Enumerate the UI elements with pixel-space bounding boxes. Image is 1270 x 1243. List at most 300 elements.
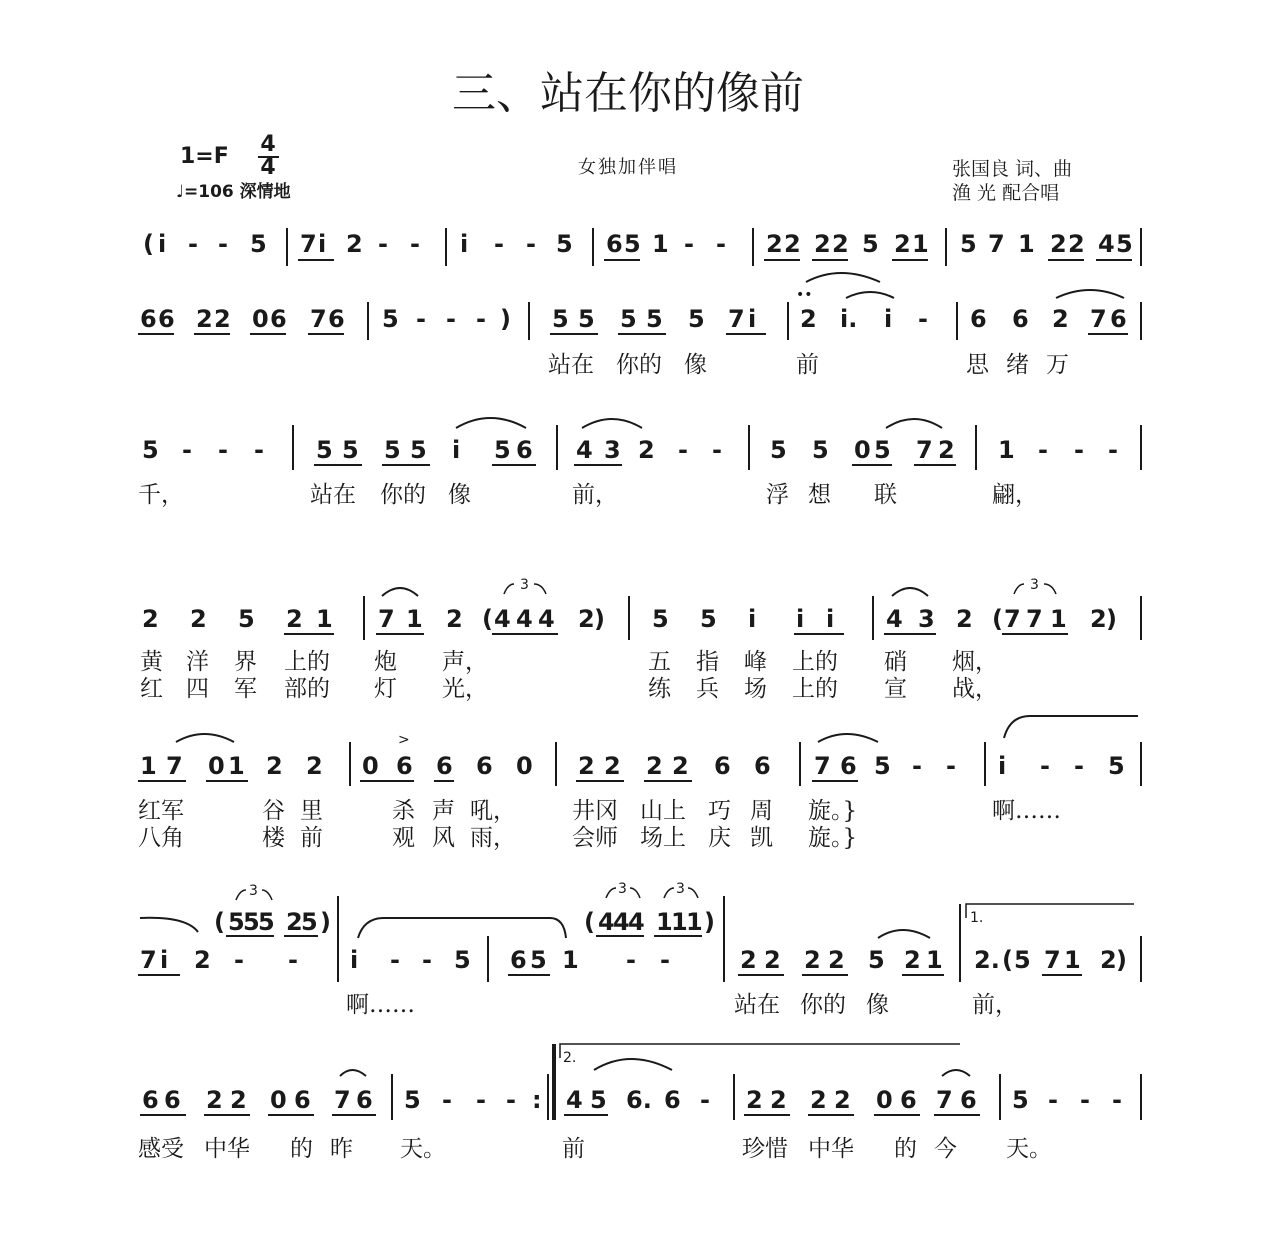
lyric: 千， bbox=[138, 482, 184, 508]
lyric: 前， bbox=[972, 992, 1018, 1018]
note-dash: - bbox=[684, 230, 694, 258]
triplet-bracket bbox=[630, 888, 640, 898]
paren: ( bbox=[1002, 946, 1013, 974]
note-dash: - bbox=[1080, 1086, 1090, 1114]
lyric: 啊…… bbox=[346, 992, 415, 1018]
note-dash: - bbox=[506, 1086, 516, 1114]
note-dash: - bbox=[288, 946, 298, 974]
note: 7 bbox=[988, 230, 1005, 258]
note: 7 bbox=[310, 305, 327, 333]
paren: ( bbox=[143, 230, 154, 258]
paren: ( bbox=[584, 908, 595, 936]
note: 1 bbox=[562, 946, 579, 974]
note: 5 bbox=[652, 605, 669, 633]
note-dash: - bbox=[234, 946, 244, 974]
score-row-2 bbox=[138, 273, 1141, 378]
note-dash: - bbox=[700, 1086, 710, 1114]
note: 5 bbox=[1108, 752, 1125, 780]
note: 2 bbox=[286, 605, 303, 633]
note: 0 bbox=[270, 1086, 287, 1114]
note-dash: - bbox=[918, 305, 928, 333]
lyric: 中华 bbox=[808, 1136, 854, 1162]
lyric: 绪 bbox=[1006, 352, 1029, 378]
key-signature: 1=F bbox=[180, 144, 229, 169]
note: 2 bbox=[834, 1086, 851, 1114]
note: 5 bbox=[342, 436, 359, 464]
lyric: 周 bbox=[750, 798, 773, 824]
note: 5 bbox=[770, 436, 787, 464]
lyric: 翩， bbox=[992, 482, 1038, 508]
note: 7 bbox=[334, 1086, 351, 1114]
note: i bbox=[158, 230, 167, 258]
tie-line bbox=[1004, 716, 1138, 738]
note-dash: - bbox=[1074, 752, 1084, 780]
lyric: 旋。} bbox=[808, 825, 858, 851]
note: 5 bbox=[384, 436, 401, 464]
lyric: 的 bbox=[894, 1136, 917, 1162]
lyric: 前 bbox=[562, 1136, 585, 1162]
lyric: 里 bbox=[300, 798, 323, 824]
note: 5 bbox=[404, 1086, 421, 1114]
note: 6. bbox=[626, 1086, 652, 1114]
lyric: 声， bbox=[442, 649, 488, 675]
lyric: 光， bbox=[442, 676, 488, 702]
note: 5 bbox=[960, 230, 977, 258]
note-dash: - bbox=[416, 305, 426, 333]
slur bbox=[878, 930, 930, 938]
note: 2 bbox=[956, 605, 973, 633]
lyric: 宣 bbox=[884, 676, 907, 702]
note: 5 bbox=[556, 230, 573, 258]
note: 0 bbox=[252, 305, 269, 333]
lyric: 峰 bbox=[744, 649, 767, 675]
note: 6 bbox=[164, 1086, 181, 1114]
lyric: 你的 bbox=[800, 992, 846, 1018]
triplet-bracket bbox=[1044, 584, 1056, 594]
note: 3 bbox=[604, 436, 621, 464]
lyric: 旋。} bbox=[808, 798, 858, 824]
note: 2 bbox=[578, 605, 595, 633]
volta-bracket bbox=[966, 904, 1134, 918]
lyric: 的 bbox=[290, 1136, 313, 1162]
time-signature-bottom: 4 bbox=[260, 155, 276, 180]
song-title: 三、站在你的像前 bbox=[452, 68, 804, 119]
note: 5 bbox=[590, 1086, 607, 1114]
lyric: 烟， bbox=[952, 649, 998, 675]
score-row-4 bbox=[140, 577, 1141, 702]
note: 2 bbox=[904, 946, 921, 974]
note: 2 bbox=[740, 946, 757, 974]
paren: ) bbox=[704, 908, 715, 936]
performance-note: 女独加伴唱 bbox=[578, 157, 678, 178]
slur bbox=[942, 1070, 970, 1076]
slur bbox=[818, 734, 878, 742]
paren: ( bbox=[214, 908, 225, 936]
tempo-marking: ♩=106 深情地 bbox=[176, 182, 291, 202]
note: 5 bbox=[1014, 946, 1031, 974]
note-dash: - bbox=[716, 230, 726, 258]
triplet-number: 3 bbox=[520, 577, 529, 593]
note: i bbox=[748, 605, 757, 633]
note: 1 bbox=[926, 946, 943, 974]
lyric: 声 bbox=[432, 798, 455, 824]
triplet-bracket bbox=[534, 584, 546, 594]
note: 2 bbox=[800, 305, 817, 333]
note-dash: - bbox=[422, 946, 432, 974]
note: 5 bbox=[301, 908, 318, 936]
volta-label: 2. bbox=[563, 1050, 577, 1066]
note: i bbox=[318, 230, 327, 258]
tie-line bbox=[140, 918, 198, 932]
lyric: 站在 bbox=[310, 482, 356, 508]
note: 6 bbox=[664, 1086, 681, 1114]
note: 2 bbox=[770, 1086, 787, 1114]
note: 2 bbox=[286, 908, 303, 936]
note-dash: - bbox=[626, 946, 636, 974]
lyric: 会师 bbox=[572, 825, 618, 851]
lyric: 红军 bbox=[138, 798, 184, 824]
note-dash: - bbox=[912, 752, 922, 780]
lyric: 红 bbox=[140, 676, 163, 702]
note: 2 bbox=[646, 752, 663, 780]
lyric: 井冈 bbox=[572, 798, 618, 824]
paren: ) bbox=[500, 305, 511, 333]
note: 5 bbox=[228, 908, 245, 936]
lyric: 军 bbox=[234, 676, 257, 702]
slur bbox=[594, 1059, 672, 1070]
note: 5 bbox=[142, 436, 159, 464]
note: 2 bbox=[306, 752, 323, 780]
volta-bracket bbox=[560, 1044, 960, 1058]
note: 2 bbox=[746, 1086, 763, 1114]
paren: ( bbox=[482, 605, 493, 633]
note: 5 bbox=[552, 305, 569, 333]
note: 2 bbox=[810, 1086, 827, 1114]
note: 2 bbox=[346, 230, 363, 258]
note: 2 bbox=[196, 305, 213, 333]
lyric: 上的 bbox=[792, 676, 838, 702]
note: i bbox=[748, 305, 757, 333]
lyric: 想 bbox=[808, 482, 831, 508]
note: 5 bbox=[1012, 1086, 1029, 1114]
lyric: 今 bbox=[934, 1136, 957, 1162]
accent-mark: > bbox=[398, 732, 410, 748]
note: 0 bbox=[854, 436, 871, 464]
note: 5 bbox=[812, 436, 829, 464]
note-dash: - bbox=[390, 946, 400, 974]
triplet-bracket bbox=[1014, 584, 1024, 594]
volta-label: 1. bbox=[970, 910, 984, 926]
lyric: 庆 bbox=[708, 825, 731, 851]
lyric: 四 bbox=[186, 676, 209, 702]
note-dash: - bbox=[188, 230, 198, 258]
note: 2 bbox=[1100, 946, 1117, 974]
note-dash: - bbox=[476, 305, 486, 333]
note: 4 bbox=[886, 605, 903, 633]
note: 5 bbox=[620, 305, 637, 333]
note: 1 bbox=[316, 605, 333, 633]
paren: ) bbox=[1106, 605, 1117, 633]
note: 0 bbox=[876, 1086, 893, 1114]
lyric: 前 bbox=[796, 352, 819, 378]
note: 6 bbox=[140, 305, 157, 333]
note: 5 bbox=[688, 305, 705, 333]
note: 1 bbox=[228, 752, 245, 780]
note: 2 bbox=[194, 946, 211, 974]
lyric: 黄 bbox=[140, 649, 163, 675]
credit-chorus: 渔 光 配合唱 bbox=[952, 182, 1060, 204]
paren: ( bbox=[992, 605, 1003, 633]
note: 2 bbox=[938, 436, 955, 464]
slur bbox=[806, 273, 880, 282]
lyric: 昨 bbox=[330, 1136, 353, 1162]
note: 2 bbox=[214, 305, 231, 333]
note: 7 bbox=[378, 605, 395, 633]
note: 4 bbox=[1098, 230, 1115, 258]
lyric: 吼， bbox=[470, 798, 516, 824]
lyric: 感受 bbox=[138, 1136, 184, 1162]
score-row-3 bbox=[138, 418, 1141, 508]
note: 2 bbox=[190, 605, 207, 633]
note: 5 bbox=[1116, 230, 1133, 258]
note: 2 bbox=[814, 230, 831, 258]
lyric: 中华 bbox=[204, 1136, 250, 1162]
note: 5 bbox=[238, 605, 255, 633]
note: 6 bbox=[970, 305, 987, 333]
note: 6 bbox=[436, 752, 453, 780]
score-row-1 bbox=[143, 228, 1141, 266]
lyric: 五 bbox=[648, 649, 671, 675]
note: 1 bbox=[406, 605, 423, 633]
triplet-bracket bbox=[504, 584, 514, 594]
note: 2 bbox=[1090, 605, 1107, 633]
note: 7 bbox=[1026, 605, 1043, 633]
note: 1 bbox=[912, 230, 929, 258]
note: 2 bbox=[638, 436, 655, 464]
note: 2 bbox=[604, 752, 621, 780]
lyric: 站在 bbox=[548, 352, 594, 378]
note: 2 bbox=[832, 230, 849, 258]
note: 2 bbox=[766, 230, 783, 258]
triplet-bracket bbox=[262, 890, 272, 900]
note: 6 bbox=[328, 305, 345, 333]
note: 2 bbox=[764, 946, 781, 974]
note: 1 bbox=[652, 230, 669, 258]
note: 7 bbox=[1090, 305, 1107, 333]
lyric: 硝 bbox=[884, 649, 907, 675]
note: 2 bbox=[672, 752, 689, 780]
note: 0 bbox=[362, 752, 379, 780]
note: 2 bbox=[446, 605, 463, 633]
credit-lyricist-composer: 张国良 词、曲 bbox=[952, 158, 1073, 180]
note-dash: - bbox=[712, 436, 722, 464]
note-dash: - bbox=[1048, 1086, 1058, 1114]
lyric: 练 bbox=[648, 676, 671, 702]
note: 5 bbox=[646, 305, 663, 333]
score-row-7 bbox=[138, 1044, 1141, 1162]
paren: ) bbox=[1116, 946, 1127, 974]
slur bbox=[886, 419, 942, 428]
note: i bbox=[460, 230, 469, 258]
note: i. bbox=[840, 305, 858, 333]
note: 5 bbox=[494, 436, 511, 464]
note: 6 bbox=[356, 1086, 373, 1114]
lyric: 你的 bbox=[616, 352, 662, 378]
note-dash: - bbox=[1074, 436, 1084, 464]
note: i bbox=[452, 436, 461, 464]
note: 5 bbox=[316, 436, 333, 464]
note-dash: - bbox=[476, 1086, 486, 1114]
note: 7 bbox=[166, 752, 183, 780]
triplet-bracket bbox=[236, 890, 246, 900]
slur bbox=[382, 588, 418, 596]
lyric: 指 bbox=[696, 649, 719, 675]
note: 4 bbox=[613, 908, 630, 936]
note: 7 bbox=[1044, 946, 1061, 974]
note-dash: - bbox=[678, 436, 688, 464]
note-dash: - bbox=[494, 230, 504, 258]
note-dash: - bbox=[218, 436, 228, 464]
slur bbox=[582, 419, 642, 428]
note: i bbox=[350, 946, 359, 974]
lyric: 天。 bbox=[1006, 1136, 1052, 1162]
lyric: 山上 bbox=[640, 798, 686, 824]
lyric: 天。 bbox=[400, 1136, 446, 1162]
note-dash: - bbox=[254, 436, 264, 464]
note-dash: - bbox=[442, 1086, 452, 1114]
note-dash: - bbox=[1038, 436, 1048, 464]
slur bbox=[340, 1070, 366, 1076]
note: 1 bbox=[1064, 946, 1081, 974]
triplet-number: 3 bbox=[676, 881, 685, 897]
note: 6 bbox=[840, 752, 857, 780]
note: 1 bbox=[671, 908, 688, 936]
lyric: 兵 bbox=[696, 676, 719, 702]
note: 2 bbox=[894, 230, 911, 258]
lyric: 杀 bbox=[392, 798, 415, 824]
note-dash: - bbox=[446, 305, 456, 333]
lyric: 场 bbox=[744, 676, 767, 702]
note: 6 bbox=[142, 1086, 159, 1114]
note: 5 bbox=[530, 946, 547, 974]
lyric: 界 bbox=[234, 649, 257, 675]
lyric: 观 bbox=[392, 825, 415, 851]
note: 5 bbox=[624, 230, 641, 258]
note: 6 bbox=[754, 752, 771, 780]
note: 1 bbox=[998, 436, 1015, 464]
note: 2 bbox=[804, 946, 821, 974]
note: 5 bbox=[243, 908, 260, 936]
note: 6 bbox=[1012, 305, 1029, 333]
lyric: 谷 bbox=[262, 798, 285, 824]
note: 2 bbox=[230, 1086, 247, 1114]
note-dash: - bbox=[1112, 1086, 1122, 1114]
slur bbox=[846, 292, 894, 298]
note: 6 bbox=[476, 752, 493, 780]
note: 5 bbox=[410, 436, 427, 464]
score-row-5 bbox=[138, 716, 1141, 851]
repeat-dots: : bbox=[532, 1086, 542, 1114]
note: 6 bbox=[960, 1086, 977, 1114]
score-row-6 bbox=[138, 881, 1141, 1018]
lyric: 凯 bbox=[750, 825, 773, 851]
note: 6 bbox=[294, 1086, 311, 1114]
lyric: 前 bbox=[300, 825, 323, 851]
note: 7 bbox=[1004, 605, 1021, 633]
note-dash: - bbox=[946, 752, 956, 780]
note: 2 bbox=[206, 1086, 223, 1114]
note-dash: - bbox=[378, 230, 388, 258]
note: 5 bbox=[862, 230, 879, 258]
paren: ) bbox=[320, 908, 331, 936]
note: 2 bbox=[578, 752, 595, 780]
note: 5 bbox=[578, 305, 595, 333]
lyric: 战， bbox=[952, 676, 998, 702]
note: 5 bbox=[382, 305, 399, 333]
note: 0 bbox=[516, 752, 533, 780]
lyric: 上的 bbox=[792, 649, 838, 675]
lyric: 部的 bbox=[284, 676, 330, 702]
triplet-bracket bbox=[606, 888, 616, 898]
slur bbox=[456, 418, 526, 428]
lyric: 八角 bbox=[138, 825, 184, 851]
note: i bbox=[998, 752, 1007, 780]
time-signature-top: 4 bbox=[260, 132, 276, 157]
note: i bbox=[160, 946, 169, 974]
note: 7 bbox=[300, 230, 317, 258]
note: 2 bbox=[142, 605, 159, 633]
note: 2. bbox=[974, 946, 1000, 974]
note-dash: - bbox=[1040, 752, 1050, 780]
note: 5 bbox=[250, 230, 267, 258]
lyric: 风 bbox=[432, 825, 455, 851]
note: 7 bbox=[936, 1086, 953, 1114]
lyric: 思 bbox=[966, 352, 989, 378]
note: 1 bbox=[1050, 605, 1067, 633]
note: 1 bbox=[1018, 230, 1035, 258]
note: 6 bbox=[900, 1086, 917, 1114]
note: 6 bbox=[516, 436, 533, 464]
note: 4 bbox=[566, 1086, 583, 1114]
note: 5 bbox=[874, 752, 891, 780]
note: 4 bbox=[538, 605, 555, 633]
note: 7 bbox=[728, 305, 745, 333]
lyric: 场上 bbox=[640, 825, 686, 851]
note-dash: - bbox=[526, 230, 536, 258]
lyric: 灯 bbox=[374, 676, 397, 702]
lyric: 炮 bbox=[374, 649, 397, 675]
note: 4 bbox=[598, 908, 615, 936]
note: 6 bbox=[1110, 305, 1127, 333]
lyric: 洋 bbox=[186, 649, 209, 675]
note: i bbox=[884, 305, 893, 333]
note: 6 bbox=[158, 305, 175, 333]
lyric: 珍惜 bbox=[742, 1136, 788, 1162]
note: i bbox=[826, 605, 835, 633]
note: 1 bbox=[140, 752, 157, 780]
note: 6 bbox=[270, 305, 287, 333]
triplet-number: 3 bbox=[618, 881, 627, 897]
lyric: 联 bbox=[874, 482, 897, 508]
note: 2 bbox=[1052, 305, 1069, 333]
lyric: 浮 bbox=[766, 482, 789, 508]
lyric: 雨， bbox=[470, 825, 516, 851]
lyric: 前， bbox=[572, 482, 618, 508]
lyric: 像 bbox=[866, 992, 889, 1018]
note-dash: - bbox=[182, 436, 192, 464]
note: 4 bbox=[516, 605, 533, 633]
tie-line bbox=[358, 918, 566, 938]
